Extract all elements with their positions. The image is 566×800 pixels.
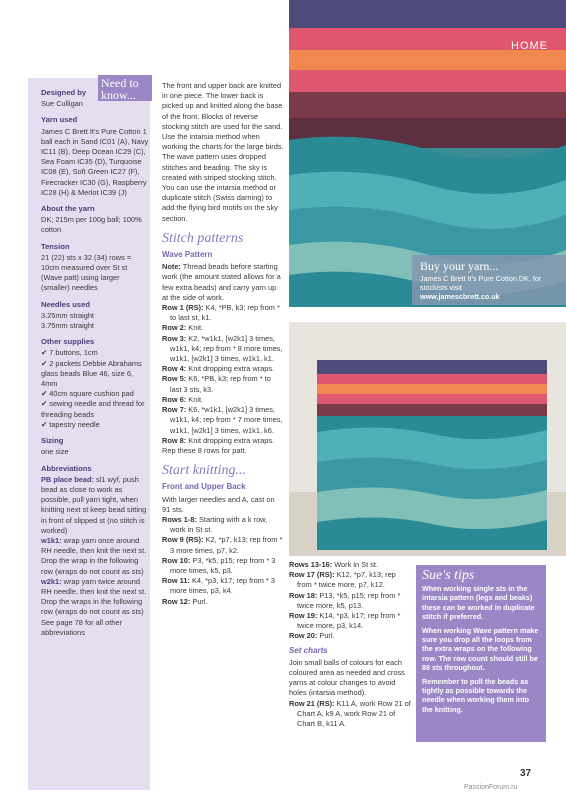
buy-yarn-text: James C Brett It's Pure Cotton DK, for stockists visit (420, 274, 542, 292)
abbr-term: PB place bead: (41, 474, 94, 484)
repeat-note: Rep these 8 rows for patt. (162, 445, 247, 455)
pattern-row: Row 18: P13, *k5, p15; rep from * twice more, k5, p13. (289, 590, 401, 610)
pattern-row: Row 5: K6, *PB, k3; rep from * to last 3 sts, k3. (162, 374, 271, 394)
tension-text: 21 (22) sts x 32 (34) rows = 10cm measured over St st (Wave patt) using larger (smaller) needles (41, 252, 132, 293)
cushion-full-photo (289, 322, 566, 556)
supply-item: ✔ tapestry needle (41, 419, 100, 429)
pattern-column-continued (289, 560, 411, 729)
needle-item: 3.25mm straight (41, 310, 94, 320)
tension-heading: Tension (41, 241, 70, 251)
sues-tips-box (416, 565, 546, 742)
designer-name: Sue Culligan (41, 99, 83, 109)
pattern-row: Rows 13-16: Work in St st. (289, 560, 378, 569)
pattern-row: Row 12: Purl. (162, 596, 208, 606)
supply-item: ✔ sewing needle and thread for threading beads (41, 399, 145, 419)
pattern-row: Row 2: Knit. (162, 323, 204, 333)
site-watermark: PassionForum.ru (464, 784, 518, 791)
stitch-patterns-heading: Stitch patterns (162, 230, 244, 246)
abbr-term: w2k1: (41, 576, 62, 586)
abbr-def: sl1 wyf, push bead as close to work as possible, pull yarn tight, when knitting next st keep bead sitting in front of slipped st (no stitch is worked) (41, 474, 147, 535)
about-yarn-text: DK; 215m per 100g ball; 100% cotton (41, 215, 142, 235)
cushion-image (289, 322, 566, 556)
abbreviation-note: See page 78 for all other abbreviations (41, 617, 122, 637)
designed-by-heading: Designed by (41, 88, 87, 97)
pattern-row: Row 17 (RS): K12, *p7, k13; rep from * twice more, p7, k12. (289, 570, 396, 590)
other-supplies-heading: Other supplies (41, 337, 95, 347)
abbreviation (41, 577, 149, 618)
supply-item: ✔ 40cm square cushion pad (41, 389, 134, 399)
page-number: 37 (520, 768, 532, 779)
supply-item: ✔ 7 buttons, 1cm (41, 348, 98, 358)
pattern-row: Row 11: K4, *p3, k17; rep from * 3 more times, p3, k4. (162, 576, 275, 596)
set-charts-text: Join small balls of colours for each coloured area as needed and cross yarns at colour changes to avoid holes (intarsia method). (289, 657, 405, 698)
tip-item: When working Wave pattern make sure you drop all the loops from the extra wraps on the following row. The row count should still be 89 sts throughout. (422, 626, 539, 672)
pattern-row: Row 9 (RS): K2, *p7, k13; rep from * 3 more times, p7, k2. (162, 535, 283, 555)
abbr-def: wrap yarn once around RH needle, then knit the next st. Drop the wrap in the following row (wraps do not count as sts) (41, 535, 147, 576)
note-label: Note: (162, 262, 181, 272)
tip-item: When working single sts in the intarsia pattern (legs and beaks) these can be worked in duplicate stitch if preferred. (422, 584, 535, 621)
yarn-used-text: James C Brett It's Pure Cotton 1 ball each in Sand IC01 (A), Navy IC11 (B), Deep Ocean IC29 (C), Sea Foam IC35 (D), Turquoise IC08 (E), Soft Green IC27 (F), Firecracker IC30 (G), Raspberry IC28 (H) & Merlot IC39 (J) (41, 126, 149, 197)
buy-yarn-title: Buy your yarn... (420, 259, 499, 273)
pattern-row: Row 10: P3, *k5, p15; rep from * 3 more times, k5, p3. (162, 555, 276, 575)
start-knitting-heading: Start knitting... (162, 463, 246, 479)
front-upper-back-heading: Front and Upper Back (162, 482, 246, 492)
home-section-label: HOME (511, 40, 548, 52)
need-to-know-badge: Need to know... (98, 75, 152, 101)
supply-item: ✔ 2 packets Debbie Abrahams glass beads Blue 46, size 6, 4mm (41, 358, 142, 389)
tip-item: Remember to pull the beads as tightly as possible towards the needle when working them into the knitting. (422, 677, 530, 714)
about-yarn-heading: About the yarn (41, 204, 95, 214)
buy-yarn-url: www.jamescbrett.co.uk (420, 292, 500, 301)
pattern-row: Row 20: Purl. (289, 631, 335, 641)
wave-pattern-heading: Wave Pattern (162, 250, 213, 260)
sidebar-content (41, 88, 149, 638)
needle-item: 3.75mm straight (41, 321, 94, 331)
sizing-text: one size (41, 447, 69, 457)
pattern-row: Row 19: K14, *p3, k17; rep from * twice more, p3, k14. (289, 611, 401, 631)
abbr-term: w1k1: (41, 535, 62, 545)
abbreviation (41, 536, 149, 577)
cast-on-text: With larger needles and A, cast on 91 sts. (162, 494, 275, 514)
pattern-row: Row 4: Knit dropping extra wraps. (162, 364, 275, 374)
intro-text: The front and upper back are knitted in one piece. The lower back is picked up and knitted along the base of the front. Blocks of reverse stocking stitch are used for the sand. Use the intarsia method when working the charts for the large birds. The wave pattern uses dropped stitches and beading. The sky is created with striped stocking stitch. You can use the intarsia method or duplicate stitch (Swiss darning) to add the flying bird motifs on the sky section. (162, 81, 284, 223)
pattern-row: Row 6: Knit. (162, 394, 204, 404)
pattern-row: Row 3: K2, *w1k1, [w2k1] 3 times, w1k1, k4; rep from * 8 more times, w1k1, [w2k1] 3 times, w1k1, k1. (162, 333, 283, 364)
set-charts-heading: Set charts (289, 645, 328, 655)
pattern-row: Row 8: Knit dropping extra wraps. (162, 435, 275, 445)
buy-yarn-box (412, 255, 566, 305)
note-text: Thread beads before starting work (the amount stated allows for a few extra beads) and carry yarn up at the side of work. (162, 262, 281, 302)
pattern-row: Row 1 (RS): K4, *PB, k3; rep from * to last st, k1. (162, 303, 280, 323)
pattern-row: Row 21 (RS): K11 A, work Row 21 of Chart A, k9 A, work Row 21 of Chart B, k11 A. (289, 698, 411, 729)
abbreviations-heading: Abbreviations (41, 463, 92, 473)
needles-heading: Needles used (41, 299, 90, 309)
pattern-row: Row 7: K6, *w1k1, [w2k1] 3 times, w1k1, k4; rep from * 7 more times, w1k1, [w2k1] 3 times, w1k1, k6. (162, 405, 283, 435)
yarn-used-heading: Yarn used (41, 115, 78, 125)
abbr-def: wrap yarn twice around RH needle, then knit the next st. Drop the wraps in the following row (wraps do not count as sts) (41, 576, 147, 617)
pattern-row: Rows 1-8: Starting with a k row, work in St st. (162, 514, 268, 535)
sizing-heading: Sizing (41, 436, 64, 446)
pattern-column (162, 81, 284, 607)
abbreviation (41, 475, 149, 536)
tips-title: Sue's tips (422, 568, 475, 583)
